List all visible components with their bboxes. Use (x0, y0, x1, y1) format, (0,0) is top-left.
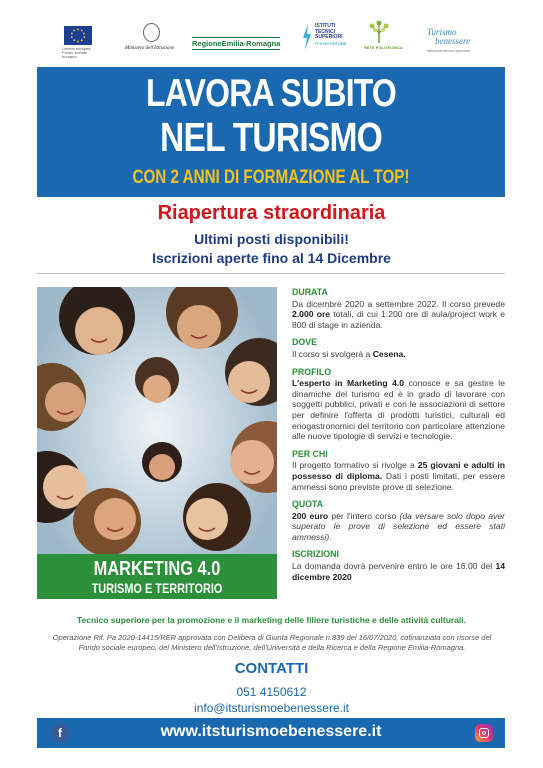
section-per-chi (292, 449, 505, 492)
section-text (292, 511, 505, 543)
rete-logo-text: RETE POLITECNICA (364, 45, 403, 50)
lightning-bolt-icon (302, 24, 312, 50)
logo-bar (62, 20, 477, 60)
text: La domanda dovrà pervenire entro le ore 16.00 del (292, 561, 496, 572)
logo-word: benessere (435, 36, 471, 46)
its-line: TECNICI (315, 28, 335, 35)
last-places-text: Ultimi posti disponibili! (194, 231, 349, 247)
section-quota (292, 499, 505, 542)
section-iscrizioni (292, 549, 505, 582)
hero-banner (37, 67, 505, 197)
group-photo-illustration (37, 287, 277, 599)
tagline: Tecnico superiore per la promozione e il marketing delle filiere turistiche e delle attività culturali. (76, 615, 467, 625)
text: conosce e sa gestire le dinamiche del turismo ed è in grado di lavorare con soggetti pubblici, privati e con le associazioni di settore per definire l'offerta di prodotti turistici, culturali ed enogastronomici del territorio con particolare attenzione alle nuove tipologie di servizi e tecnologie. (292, 378, 505, 442)
section-text (292, 460, 505, 492)
ministry-logo (125, 20, 185, 60)
hero-subtitle: CON 2 ANNI DI FORMAZIONE AL TOP! (132, 167, 410, 188)
ministry-logo-text: Ministero dell'Istruzione (125, 46, 175, 51)
text: Dati i posti limitati, per essere ammessi sono previste prove di selezione. (292, 470, 506, 492)
section-text (292, 349, 505, 360)
its-logo (302, 20, 357, 60)
its-line: IT'S MY FUTURE (315, 40, 347, 46)
hero-title-line1: LAVORA SUBITO (146, 72, 396, 115)
course-subtitle: TURISMO E TERRITORIO (91, 580, 223, 596)
facebook-icon[interactable]: f (51, 724, 69, 742)
bold-text: 25 giovani e adulti in possesso di diploma. (292, 460, 505, 481)
republic-emblem-icon (143, 23, 160, 42)
funding-note: Operazione Rif. Pa 2020-14415/RER approvata con Delibera di Giunta Regionale n.839 del 16/07/2020, cofinanziata con risorse del Fondo sociale europeo, del Ministero dell'Istruzione, dell'Università e della Ricerca e della Regione Emilia-Romagna. (52, 633, 492, 652)
bold-text: 2.000 ore (292, 309, 331, 320)
logo-subtext: istituzione tecnico superiore (427, 49, 471, 53)
hero-title-line2: NEL TURISMO (160, 114, 382, 160)
turismo-benessere-logo (427, 20, 477, 60)
text: per l'intero corso (328, 510, 400, 521)
region-logo-text: RegioneEmilia-Romagna (192, 39, 281, 48)
course-title: MARKETING 4.0 (93, 558, 221, 580)
section-title: ISCRIZIONI (292, 549, 339, 560)
eu-flag-icon (64, 26, 92, 45)
instagram-icon-lens (482, 731, 486, 735)
section-profilo (292, 367, 505, 442)
group-photo (37, 287, 277, 599)
section-dove (292, 337, 505, 359)
text: Da dicembre 2020 a settembre 2022. Il corso prevede (292, 298, 505, 309)
section-title: DURATA (292, 287, 328, 297)
contact-email[interactable]: info@itsturismoebenessere.it (194, 701, 349, 715)
bold-text: L'esperto in Marketing 4.0 (292, 378, 405, 389)
region-logo (192, 20, 280, 60)
text: Il progetto formativo si rivolge a (292, 460, 418, 471)
logo-word: Turismo (427, 27, 457, 37)
website-link[interactable]: www.itsturismoebenessere.it (160, 723, 382, 740)
footer-bar (37, 718, 505, 748)
italic-text: (da versare solo dopo aver superato le prove di selezione ed essere stati ammessi). (292, 510, 505, 542)
its-line: ISTITUTI (315, 23, 336, 29)
bold-text: 200 euro (292, 510, 329, 521)
eu-logo (62, 20, 104, 60)
divider (37, 273, 505, 274)
section-text (292, 378, 505, 442)
section-title: DOVE (292, 337, 317, 348)
contact-phone[interactable]: 051 4150612 (236, 685, 307, 699)
instagram-icon[interactable] (475, 724, 493, 742)
rete-politecnica-logo (364, 20, 404, 60)
section-text (292, 561, 505, 582)
section-title: QUOTA (292, 499, 324, 510)
turismo-benessere-logo-text (427, 28, 470, 46)
enrollment-deadline-text: Iscrizioni aperte fino al 14 Dicembre (152, 250, 391, 266)
tree-icon (368, 21, 390, 43)
bold-text: Cesena. (372, 348, 406, 359)
section-durata (292, 287, 505, 330)
text: totali, di cui 1.200 ore di aula/project work e 800 di stage in azienda. (292, 309, 505, 330)
course-title-band (37, 554, 277, 599)
bold-text: 14 dicembre 2020 (292, 561, 505, 582)
headline: Riapertura straordinaria (157, 202, 386, 224)
its-logo-text (315, 24, 347, 46)
its-line: SUPERIORI (315, 34, 343, 41)
section-text (292, 299, 505, 331)
section-title: PER CHI (292, 448, 328, 459)
course-info (292, 287, 505, 589)
contacts-title: CONTATTI (234, 660, 309, 677)
text: Il corso si svolgerà a (292, 348, 373, 359)
section-title: PROFILO (292, 366, 332, 377)
eu-logo-text: Unione europea Fondo sociale europeo (62, 46, 91, 59)
